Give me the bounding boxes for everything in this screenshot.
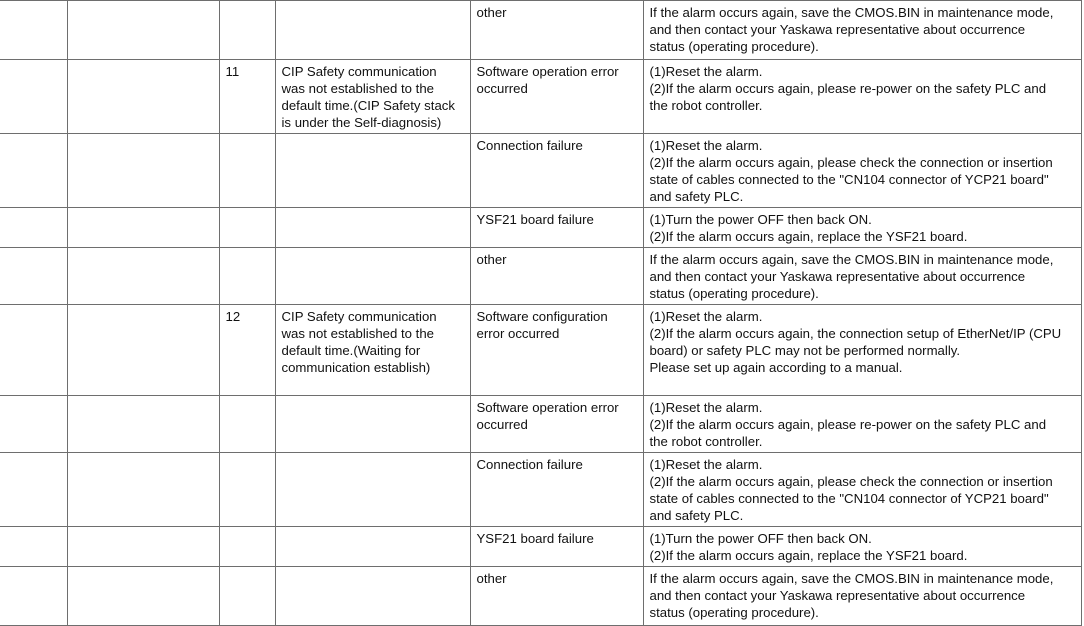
sub-code-blank-cell (67, 208, 219, 248)
remedy-line: (2)If the alarm occurs again, replace the YSF21 board. (649, 229, 968, 244)
code-cell (219, 527, 275, 567)
table-row (0, 453, 1081, 527)
remedy-line: (1)Turn the power OFF then back ON. (649, 212, 872, 227)
code-cell (219, 134, 275, 208)
alarm-number-cell (0, 60, 67, 134)
remedy-line: Please set up again according to a manual. (649, 360, 903, 375)
detail-line: default time.(Waiting for (281, 343, 421, 358)
remedy-line: and then contact your Yaskawa representative about occurrence (649, 588, 1026, 603)
cause-cell (470, 208, 643, 248)
code-cell (219, 567, 275, 626)
cause-text: Connection failure (476, 138, 583, 153)
table-row (0, 208, 1081, 248)
sub-code-blank-cell (67, 305, 219, 396)
code-cell (219, 305, 275, 396)
table-row (0, 567, 1081, 626)
cause-cell (470, 305, 643, 396)
sub-code-blank-cell (67, 453, 219, 527)
sub-code-blank-cell (67, 1, 219, 60)
detail-cell (275, 453, 470, 527)
table-row (0, 248, 1081, 305)
cause-text: YSF21 board failure (476, 212, 594, 227)
detail-line: CIP Safety communication (281, 64, 437, 79)
remedy-cell (643, 248, 1081, 305)
code-text: 11 (225, 64, 240, 79)
alarm-number-cell (0, 567, 67, 626)
remedy-cell (643, 134, 1081, 208)
sub-code-blank-cell (67, 248, 219, 305)
cause-line: Software operation error (476, 64, 619, 79)
cause-text: other (476, 5, 507, 20)
cause-cell (470, 248, 643, 305)
alarm-number-cell (0, 305, 67, 396)
table-row (0, 1, 1081, 60)
remedy-line: If the alarm occurs again, save the CMOS.BIN in maintenance mode, (649, 571, 1054, 586)
sub-code-blank-cell (67, 527, 219, 567)
table-row (0, 60, 1081, 134)
remedy-line: the robot controller. (649, 98, 763, 113)
detail-line: communication establish) (281, 360, 431, 375)
code-cell (219, 248, 275, 305)
remedy-line: (1)Reset the alarm. (649, 400, 763, 415)
cause-line: error occurred (476, 326, 560, 341)
remedy-line: and then contact your Yaskawa representative about occurrence (649, 22, 1026, 37)
remedy-line: (1)Reset the alarm. (649, 64, 763, 79)
remedy-cell (643, 453, 1081, 527)
cause-cell (470, 60, 643, 134)
table-body (0, 1, 1081, 626)
cause-text: other (476, 571, 507, 586)
cause-cell (470, 567, 643, 626)
cause-cell (470, 134, 643, 208)
alarm-number-cell (0, 527, 67, 567)
cause-cell (470, 1, 643, 60)
cause-line: Software configuration (476, 309, 608, 324)
detail-line: is under the Self-diagnosis) (281, 115, 442, 130)
sub-code-blank-cell (67, 134, 219, 208)
remedy-line: If the alarm occurs again, save the CMOS.BIN in maintenance mode, (649, 252, 1054, 267)
detail-cell (275, 396, 470, 453)
table-row (0, 305, 1081, 396)
cause-line: Software operation error (476, 400, 619, 415)
detail-line: was not established to the (281, 81, 434, 96)
remedy-line: state of cables connected to the "CN104 connector of YCP21 board" (649, 491, 1049, 506)
remedy-line: (2)If the alarm occurs again, please re-power on the safety PLC and (649, 81, 1047, 96)
remedy-cell (643, 305, 1081, 396)
detail-cell (275, 248, 470, 305)
cause-cell (470, 396, 643, 453)
remedy-line: (2)If the alarm occurs again, the connection setup of EtherNet/IP (CPU (649, 326, 1062, 341)
remedy-line: (2)If the alarm occurs again, please re-power on the safety PLC and (649, 417, 1047, 432)
remedy-cell (643, 208, 1081, 248)
remedy-cell (643, 396, 1081, 453)
cause-cell (470, 527, 643, 567)
detail-cell (275, 1, 470, 60)
remedy-cell (643, 567, 1081, 626)
code-cell (219, 208, 275, 248)
alarm-number-cell (0, 248, 67, 305)
cause-cell (470, 453, 643, 527)
detail-cell (275, 134, 470, 208)
remedy-line: status (operating procedure). (649, 605, 819, 620)
detail-cell (275, 60, 470, 134)
alarm-number-cell (0, 134, 67, 208)
remedy-line: state of cables connected to the "CN104 connector of YCP21 board" (649, 172, 1049, 187)
cause-line: occurred (476, 81, 528, 96)
detail-line: default time.(CIP Safety stack (281, 98, 455, 113)
remedy-cell (643, 60, 1081, 134)
remedy-line: and safety PLC. (649, 508, 744, 523)
detail-cell (275, 305, 470, 396)
remedy-line: and safety PLC. (649, 189, 744, 204)
code-cell (219, 1, 275, 60)
alarm-number-cell (0, 1, 67, 60)
code-text: 12 (225, 309, 241, 324)
remedy-line: status (operating procedure). (649, 286, 819, 301)
detail-cell (275, 527, 470, 567)
remedy-line: and then contact your Yaskawa representative about occurrence (649, 269, 1026, 284)
code-cell (219, 396, 275, 453)
sub-code-blank-cell (67, 60, 219, 134)
table-row (0, 134, 1081, 208)
cause-text: other (476, 252, 507, 267)
remedy-line: status (operating procedure). (649, 39, 819, 54)
alarm-number-cell (0, 453, 67, 527)
detail-line: CIP Safety communication (281, 309, 437, 324)
remedy-line: (1)Reset the alarm. (649, 138, 763, 153)
remedy-line: (1)Turn the power OFF then back ON. (649, 531, 872, 546)
code-cell (219, 60, 275, 134)
remedy-line: (2)If the alarm occurs again, please check the connection or insertion (649, 474, 1053, 489)
remedy-line: the robot controller. (649, 434, 763, 449)
code-cell (219, 453, 275, 527)
detail-line: was not established to the (281, 326, 434, 341)
remedy-line: (2)If the alarm occurs again, replace the YSF21 board. (649, 548, 968, 563)
detail-cell (275, 567, 470, 626)
remedy-line: (1)Reset the alarm. (649, 309, 763, 324)
remedy-line: board) or safety PLC may not be performed normally. (649, 343, 961, 358)
cause-text: YSF21 board failure (476, 531, 594, 546)
detail-cell (275, 208, 470, 248)
cause-text: Connection failure (476, 457, 583, 472)
alarm-number-cell (0, 396, 67, 453)
remedy-line: If the alarm occurs again, save the CMOS.BIN in maintenance mode, (649, 5, 1054, 20)
table-row (0, 527, 1081, 567)
sub-code-blank-cell (67, 396, 219, 453)
remedy-cell (643, 527, 1081, 567)
remedy-line: (1)Reset the alarm. (649, 457, 763, 472)
remedy-line: (2)If the alarm occurs again, please check the connection or insertion (649, 155, 1053, 170)
cause-line: occurred (476, 417, 528, 432)
sub-code-blank-cell (67, 567, 219, 626)
remedy-cell (643, 1, 1081, 60)
table-row (0, 396, 1081, 453)
alarm-number-cell (0, 208, 67, 248)
